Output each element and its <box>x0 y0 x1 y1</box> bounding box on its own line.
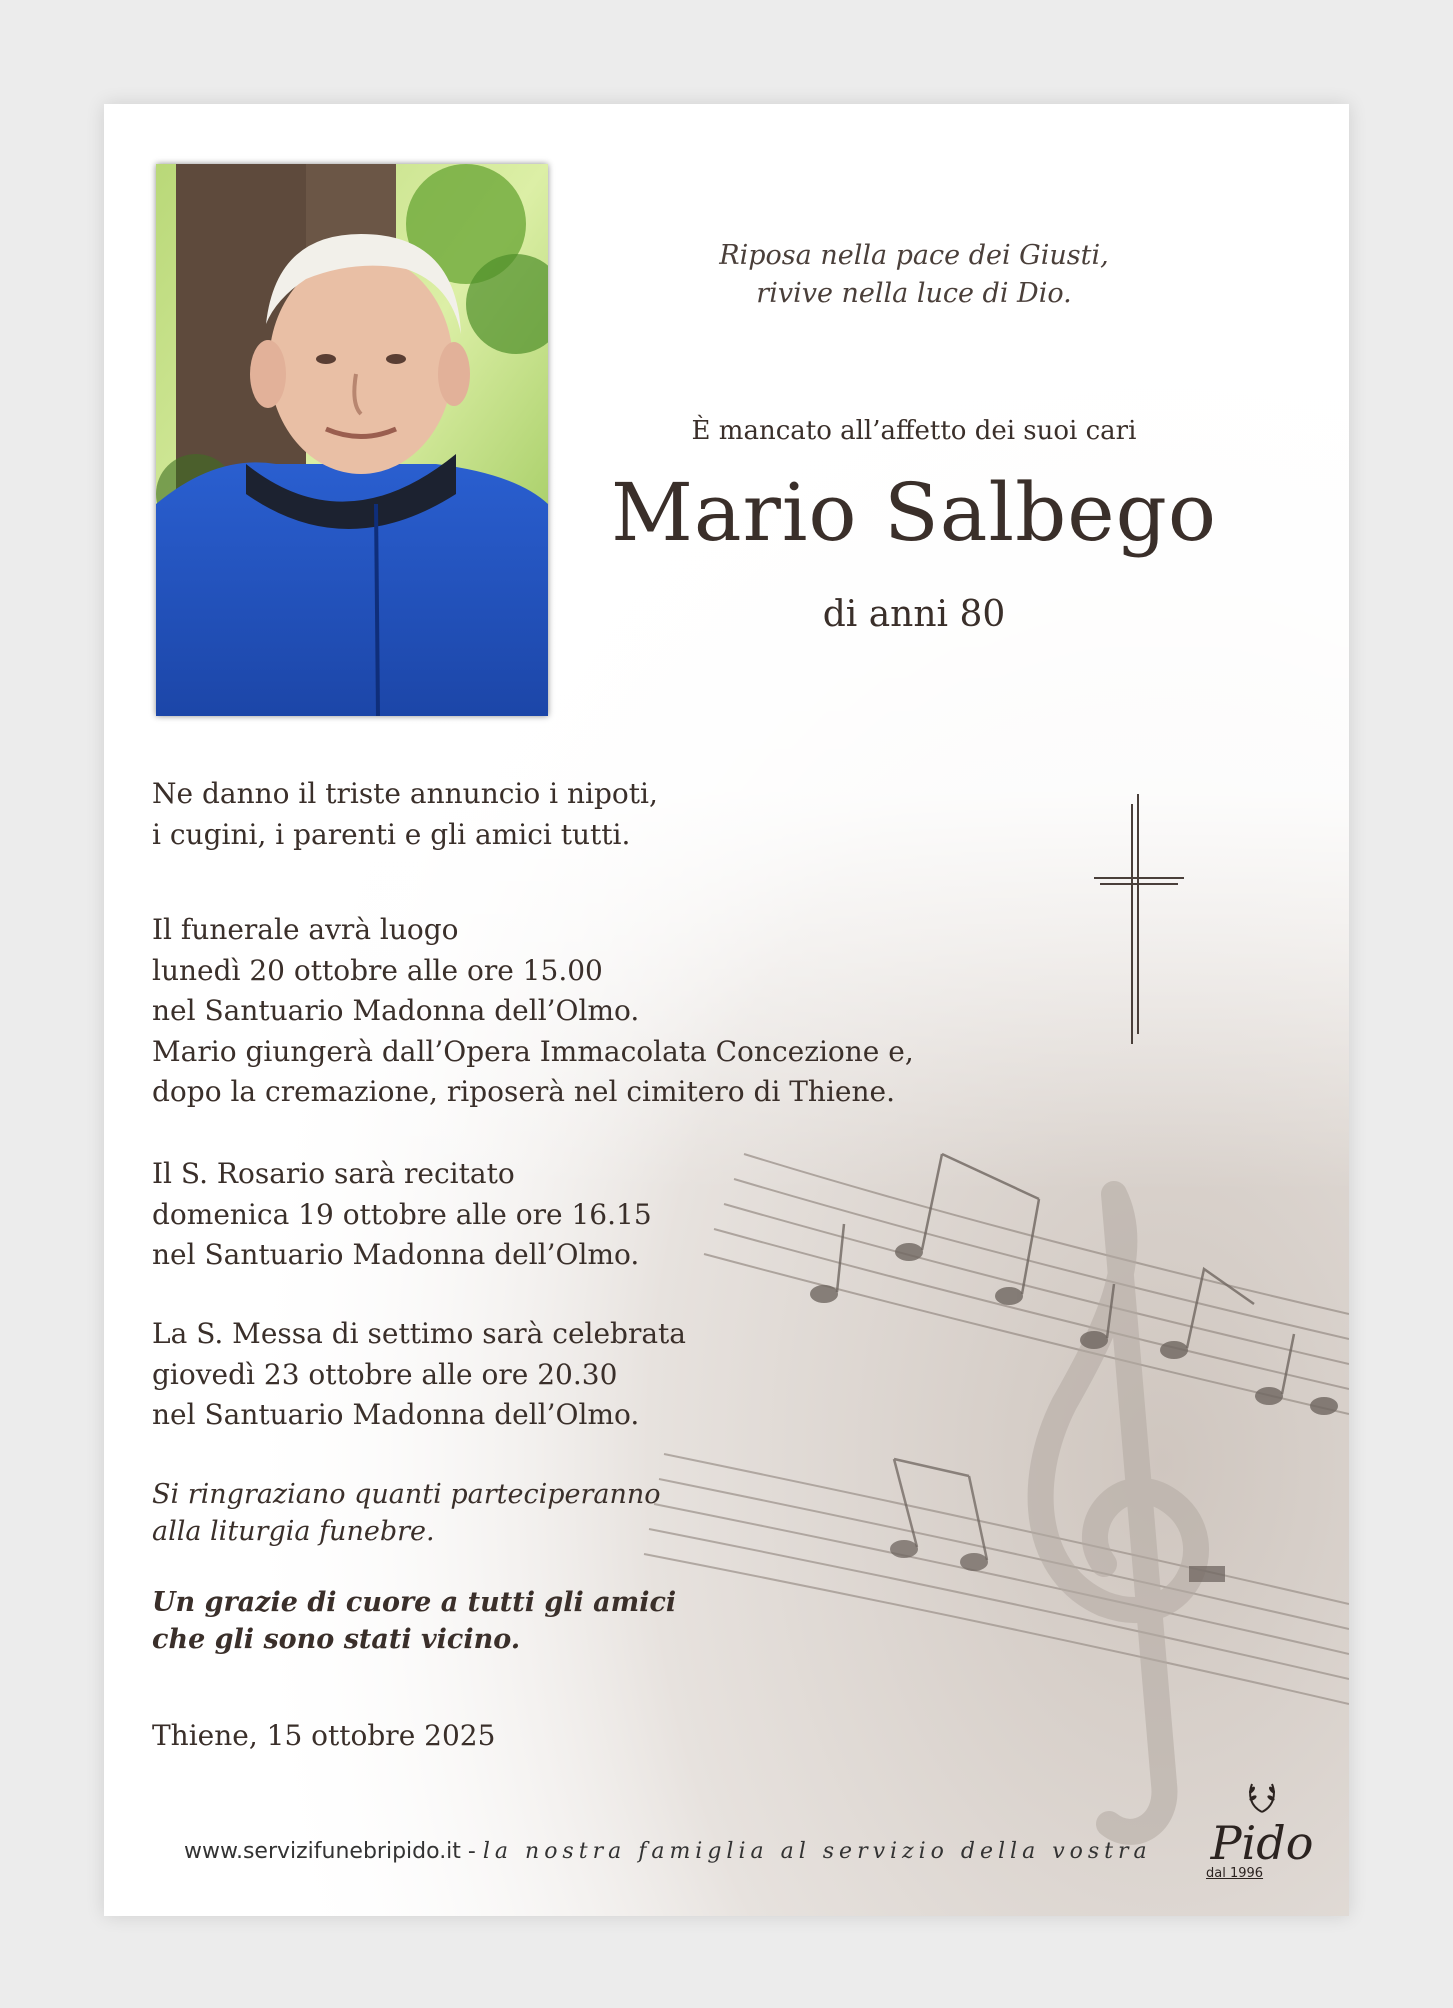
deceased-name: Mario Salbego <box>610 466 1218 559</box>
announcement-block <box>152 774 658 855</box>
thanks-participants <box>152 1476 661 1550</box>
funeral-line: Il funerale avrà luogo <box>152 913 459 946</box>
mass-line: La S. Messa di settimo sarà celebrata <box>152 1317 686 1350</box>
thanks-line: che gli sono stati vicino. <box>152 1624 521 1655</box>
footer-separator: - <box>460 1839 483 1864</box>
thanks-line: Si ringraziano quanti parteciperanno <box>152 1479 661 1510</box>
quote-line-1: Riposa nella pace dei Giusti, <box>719 240 1109 271</box>
rosary-block <box>152 1154 652 1276</box>
thanks-friends <box>152 1584 676 1658</box>
thanks-line: alla liturgia funebre. <box>152 1516 435 1547</box>
mass-line: nel Santuario Madonna dell’Olmo. <box>152 1398 640 1431</box>
funeral-block <box>152 910 914 1113</box>
intro-text: È mancato all’affetto dei suoi cari <box>691 416 1137 446</box>
quote-line-2: rivive nella luce di Dio. <box>756 278 1072 309</box>
rosary-line: nel Santuario Madonna dell’Olmo. <box>152 1238 640 1271</box>
thanks-line: Un grazie di cuore a tutti gli amici <box>152 1587 677 1618</box>
laurel-wreath-icon <box>1242 1776 1282 1816</box>
rosary-line: Il S. Rosario sarà recitato <box>152 1157 515 1190</box>
cross-icon <box>1090 794 1190 1054</box>
company-logo <box>1202 1776 1322 1881</box>
mass-line: giovedì 23 ottobre alle ore 20.30 <box>152 1357 618 1391</box>
website-link[interactable]: www.servizifunebripido.it <box>184 1839 461 1864</box>
funeral-line: Mario giungerà dall’Opera Immacolata Concezione e, <box>152 1034 914 1068</box>
logo-since: dal 1996 <box>1206 1866 1264 1881</box>
mass-block <box>152 1314 686 1436</box>
rosary-line: domenica 19 ottobre alle ore 16.15 <box>152 1197 652 1231</box>
place-date: Thiene, 15 ottobre 2025 <box>152 1719 496 1752</box>
footer <box>184 1839 1152 1864</box>
funeral-line: nel Santuario Madonna dell’Olmo. <box>152 994 640 1027</box>
portrait-photo <box>156 164 548 716</box>
footer-slogan: la nostra famiglia al servizio della vostra <box>482 1839 1152 1864</box>
obituary-sheet <box>104 104 1349 1916</box>
epigraph-quote <box>664 237 1164 313</box>
funeral-line: dopo la cremazione, riposerà nel cimitero di Thiene. <box>152 1075 895 1108</box>
logo-name: Pido <box>1210 1816 1314 1870</box>
funeral-line: lunedì 20 ottobre alle ore 15.00 <box>152 953 603 987</box>
deceased-age: di anni 80 <box>822 594 1006 635</box>
announcement-line: Ne danno il triste annuncio i nipoti, <box>152 777 658 810</box>
announcement-line: i cugini, i parenti e gli amici tutti. <box>152 817 631 851</box>
